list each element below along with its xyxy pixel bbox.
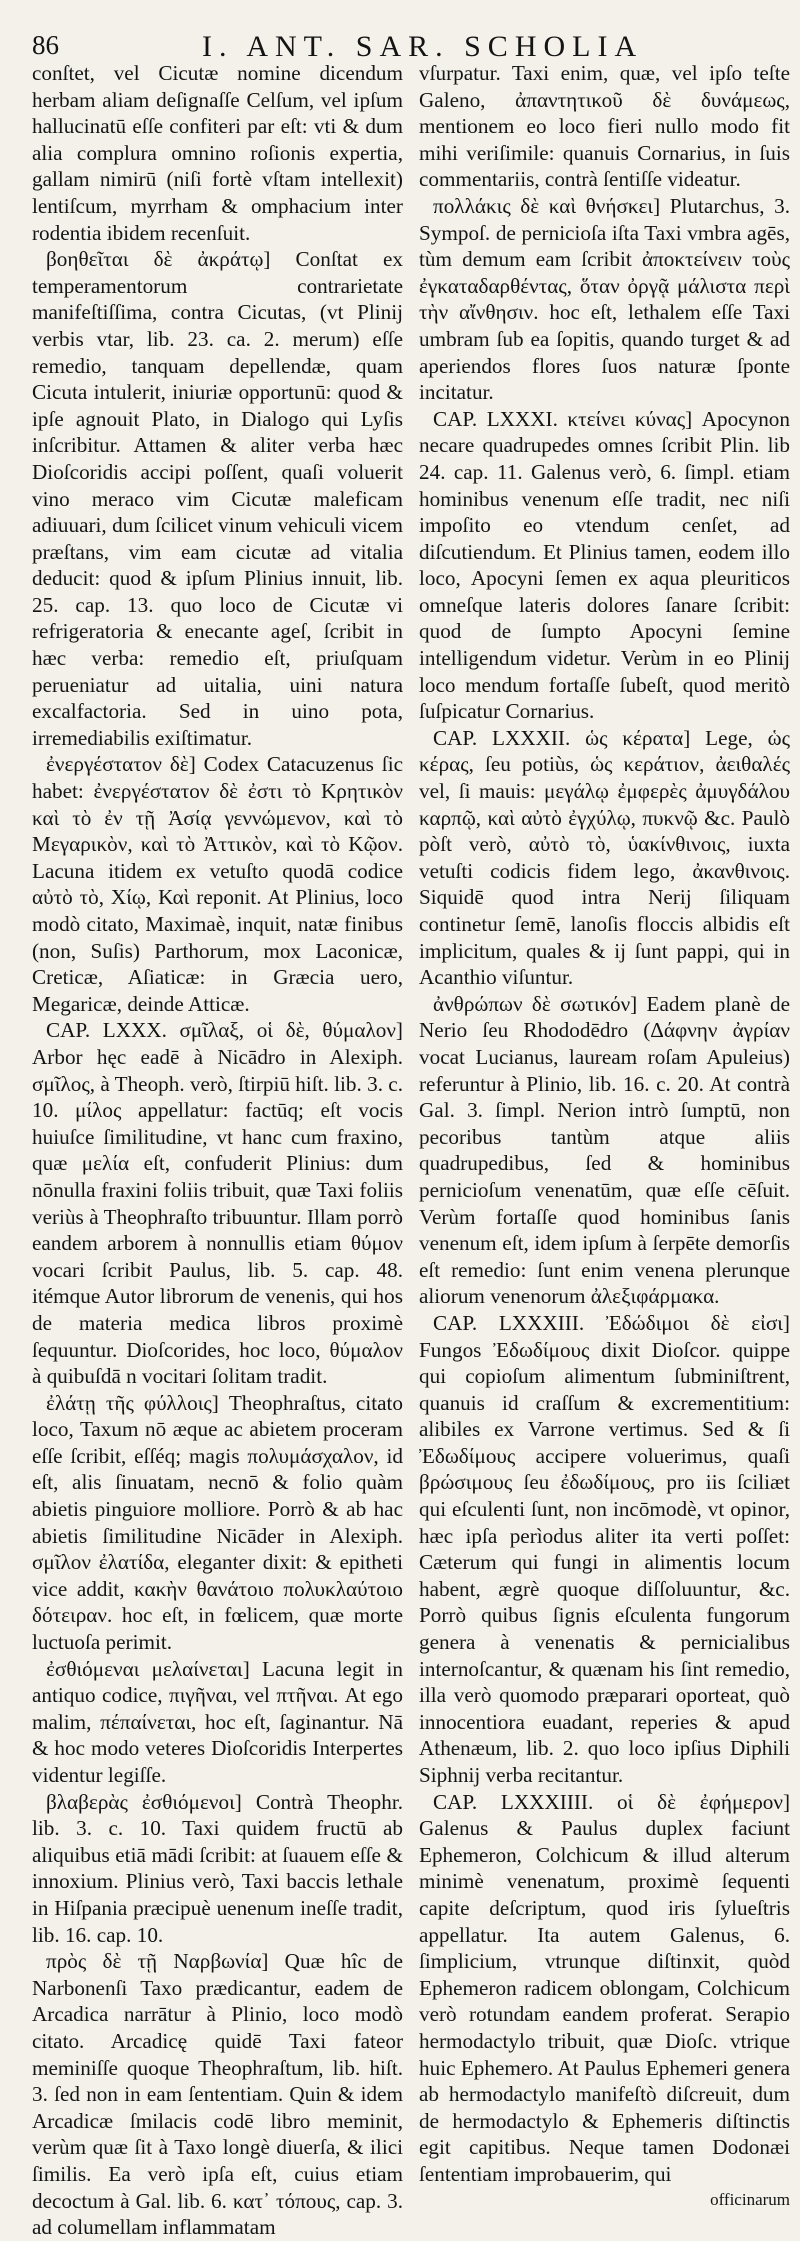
page-number: 86: [32, 30, 59, 60]
left-paragraph: CAP. LXXX. σμῖλαξ, οἱ δὲ, θύμαλον] Arbor hęc eadē à Nicādro in Alexiph. σμῖλος, à Theoph. verò, ſtirpiū hiſt. lib. 3. c. 10. μίλος appellatur: factūq; eſt vocis huiuſce ſimilitudine, vt hanc cum fraxino, quæ μελία eſt, confuderit Plinius: dum nōnulla fraxini foliis tribuit, quæ Taxi foliis veriùs à Theophraſto tribuuntur. Illam porrò eandem arborem à nonnullis etiam θύμον vocari ſcribit Paulus, lib. 5. cap. 48. itémque Autor librorum de venenis, qui hos de materia medica libros proximè ſequuntur. Dioſcorides, hoc loco, θύμαλον à quibuſdā n vocitari ſolitam tradit.: [32, 1018, 403, 1389]
left-paragraph: ἐσθιόμεναι μελαίνεται] Lacuna legit in antiquo codice, πιγῆναι, vel πτῆναι. At ego malim, πέπαίνεται, hoc eſt, ſaginantur. Nā & hoc modo veteres Dioſcoridis Interpertes videntur legiſſe.: [32, 1656, 403, 1787]
left-paragraph: πρὸς δὲ τῇ Ναρβωνία] Quæ hîc de Narbonenſi Taxo prædicantur, eadem de Arcadica narrātur à Plinio, loco modò citato. Arcadicę quidē Taxi fateor meminiſſe quoque Theophraſtum, lib. hiſt. 3. ſed non in eam ſententiam. Quin & idem Arcadicæ ſmilacis codē libro meminit, verùm quæ ſit à Taxo longè diuerſa, & ilici ſimilis. Ea verò ipſa eſt, cuius etiam decoctum à Gal. lib. 6. κατ᾽ τόπους, cap. 3. ad columellam inflammatam: [32, 1949, 403, 2240]
left-paragraph: conſtet, vel Cicutæ nomine dicendum herbam aliam deſignaſſe Celſum, vel ipſum hallucinatū eſſe confiteri par eſt: vti & dum alia complura omnino roſionis expertia, gallam nimirū (niſi fortè vſtam intellexit) lentiſcum, myrrham & omphacium inter rodentia ibidem recenſuit.: [32, 61, 403, 245]
right-paragraph: CAP. LXXXIIII. οἱ δὲ ἐφήμερον] Galenus & Paulus duplex faciunt Ephemeron, Colchicum & illud alterum minimè venenatum, proximè ſequenti capite deſcriptum, quod iris ſylueſtris appellatur. Ita autem Galenus, 6. ſimplicium, vtrunque diſtinxit, quòd Ephemeron radicem oblongam, Colchicum verò rotundam eandem proferat. Serapio hermodactylo tribuit, quæ Dioſc. vtrique huic Ephemero. At Paulus Ephemeri genera ab hermodactylo manifeſtò diſcreuit, dum de hermodactylo & Ephemeris diſtinctis egit capitibus. Neque tamen Dodonæi ſententiam improbauerim, qui: [419, 1789, 790, 2186]
left-paragraph: βλαβερὰς ἐσθιόμενοι] Contrà Theophr. lib. 3. c. 10. Taxi quidem fructū ab aliquibus etiā mādi ſcribit: at ſuauem eſſe & innoxium. Plinius verò, Taxi baccis lethale in Hiſpania præcipuè uenenum ineſſe tradit, lib. 16. cap. 10.: [32, 1789, 403, 1947]
right-paragraph: CAP. LXXXII. ὡς κέρατα] Lege, ὡς κέρας, ſeu potiùs, ὡς κεράτιον, ἀειθαλές vel, ſi mauis: μεγάλῳ ἐμφερὲς ἀμυγδάλου καρπῷ, καὶ αὐτὸ ἐγχύλῳ, πυκνῷ &c. Paulò pòſt verò, αὐτὸ τὸ, ὑακίνθινοις, iuxta vetuſti codicis fidem lego, ἀκανθινοις. Siquidē quod intra Nerij ſiliquam continetur ſemē, lanoſis floccis albidis eſt implicitum, quales & ij ſunt pappi, qui in Acanthio viſuntur.: [419, 725, 790, 990]
catchword: officinarum: [710, 2189, 790, 2209]
running-title: I. ANT. SAR. SCHOLIA: [202, 30, 644, 63]
left-paragraph: βοηθεῖται δὲ ἀκράτῳ] Conſtat ex temperamentorum contrarietate manifeſtiſſima, contra Cicutas, (vt Plinij verbis vtar, lib. 23. ca. 2. merum) eſſe remedio, tanquam depellendæ, quam Cicuta intulerit, iniuriæ opportunū: quod & ipſe agnouit Plato, in Dialogo qui Lyſis inſcribitur. Attamen & aliter verba hæc Dioſcoridis accipi poſſent, quaſi voluerit vino meraco vim Cicutæ maleficam adiuuari, dum ſcilicet vinum vehiculi vicem præſtans, vim eam cicutæ ad vitalia deducit: quod & ipſum Plinius innuit, lib. 25. cap. 13. quo loco de Cicutæ vi refrigeratoria & enecante ageſ, ſcribit in hæc verba: remedio eſt, priuſquam perueniatur ad uitalia, uini natura excalfactoria. Sed in uino pota, irremediabilis exiſtimatur.: [32, 247, 403, 750]
right-paragraph: vſurpatur. Taxi enim, quæ, vel ipſo teſte Galeno, ἀπαντητικοῦ δὲ δυνάμεως, mentionem eo loco fieri nullo modo fit mihi veriſimile: quanuis Cornarius, in ſuis commentariis, contrà ſentiſſe videatur.: [419, 61, 790, 192]
right-paragraph: CAP. LXXXI. κτείνει κύνας] Apocynon necare quadrupedes omnes ſcribit Plin. lib 24. cap. 11. Galenus verò, 6. ſimpl. etiam hominibus venenum eſſe tradit, nec niſi impoſito eo vtendum cenſet, ad diſcutiendum. Et Plinius tamen, eodem illo loco, Apocyni ſemen ex aqua pleuriticos omneſque lateris dolores ſanare ſcribit: quod de ſumpto Apocyni ſemine intelligendum videtur. Verùm in eo Plinij loco mendum fortaſſe ſubeſt, quod meritò ſuſpicatur Cornarius.: [419, 406, 790, 724]
page-header: [32, 6, 790, 63]
right-column: [419, 60, 790, 2241]
left-paragraph: ἐνεργέστατον δὲ] Codex Catacuzenus ſic habet: ἐνεργέστατον δὲ ἐστι τὸ Κρητικὸν καὶ τὸ ἐν τῇ Ἀσίᾳ γεννώμενον, καὶ τὸ Μεγαρικὸν, καὶ τὸ Ἀττικὸν, καὶ τὸ Κῷον. Lacuna itidem ex vetuſto quodā codice αὐτὸ τὸ, Χίῳ, Καὶ reponit. At Plinius, loco modò citato, Maximaè, inquit, natæ finibus (non, Suſis) Parthorum, mox Laconicæ, Creticæ, Aſiaticæ: in Græcia uero, Megaricæ, deinde Atticæ.: [32, 752, 403, 1016]
left-paragraph: ἐλάτῃ τῆς φύλλοις] Theophraſtus, citato loco, Taxum nō æque ac abietem proceram eſſe ſcribit, eſſéq; magis πολυμάσχαλον, id eſt, alis ſinuatam, necnō & folio quàm abietis pinguiore molliore. Porrò & ab hac abietis ſimilitudine Nicāder in Alexiph. σμῖλον ἐλατίδα, eleganter dixit: & epitheti vice addit, κακὴν θανάτοιο πολυκλαύτοιο δότειραν. hoc eſt, in fœlicem, quæ morte luctuoſa perimit.: [32, 1390, 403, 1655]
right-paragraph: CAP. LXXXIII. Ἐδώδιμοι δὲ εἰσι] Fungos Ἐδωδίμους dixit Dioſcor. quippe qui copioſum alimentum ſubminiſtrent, quanuis id craſſum & excrementitium: alibiles ex Varrone vertimus. Sed & ſi Ἐδωδίμους accipere voluerimus, quaſi βρώσιμους ſeu ἐδωδίμους, pro iis ſciliæt qui eſculenti ſunt, non incōmodè, vt opinor, hæc ipſa perìodus aliter ita verti poſſet: Cæterum qui fungi in alimentis locum habent, ægrè quoque diſſoluuntur, &c. Porrò quibus ſignis eſculenta fungorum genera à venenatis & pernicialibus internoſcantur, & quænam his ſint remedio, illa verò quomodo præparari oporteat, quò innocentiora euadant, reperies & apud Athenæum, lib. 2. quo loco ipſius Diphili Siphnij verba recitantur.: [419, 1310, 790, 1787]
right-paragraph: ἀνθρώπων δὲ σωτικόν] Eadem planè de Nerio ſeu Rhododēdro (Δάφνην ἀγρίαν vocat Lucianus, lauream roſam Apuleius) referuntur à Plinio, lib. 16. c. 20. At contrà Gal. 3. ſimpl. Nerion intrò ſumptū, non pecoribus tantùm atque aliis quadrupedibus, ſed & hominibus pernicioſum venenatūm, quæ eſſe cēſuit. Verùm fortaſſe quod hominibus ſanis venenum eſt, idem ipſum à ſerpēte demorſis eſt remedio: ſunt enim venena plerunque aliorum venenorum ἀλεξιφάρμακα.: [419, 991, 790, 1309]
right-paragraph: πολλάκις δὲ καὶ θνήσκει] Plutarchus, 3. Sympoſ. de pernicioſa iſta Taxi vmbra agēs, tùm demum eam ſcribit ἀποκτείνειν τοὺς ἐγκαταδαρθέντας, ὅταν ὀργᾷ μάλιστα περὶ τὴν αἴνθησιν. hoc eſt, lethalem eſſe Taxi umbram ſub ea ſopitis, quando turget & ad aperiendos flores ſuos naturæ ſponte incitatur.: [419, 193, 790, 405]
left-column: [32, 60, 403, 2241]
text-columns: [32, 60, 790, 2241]
